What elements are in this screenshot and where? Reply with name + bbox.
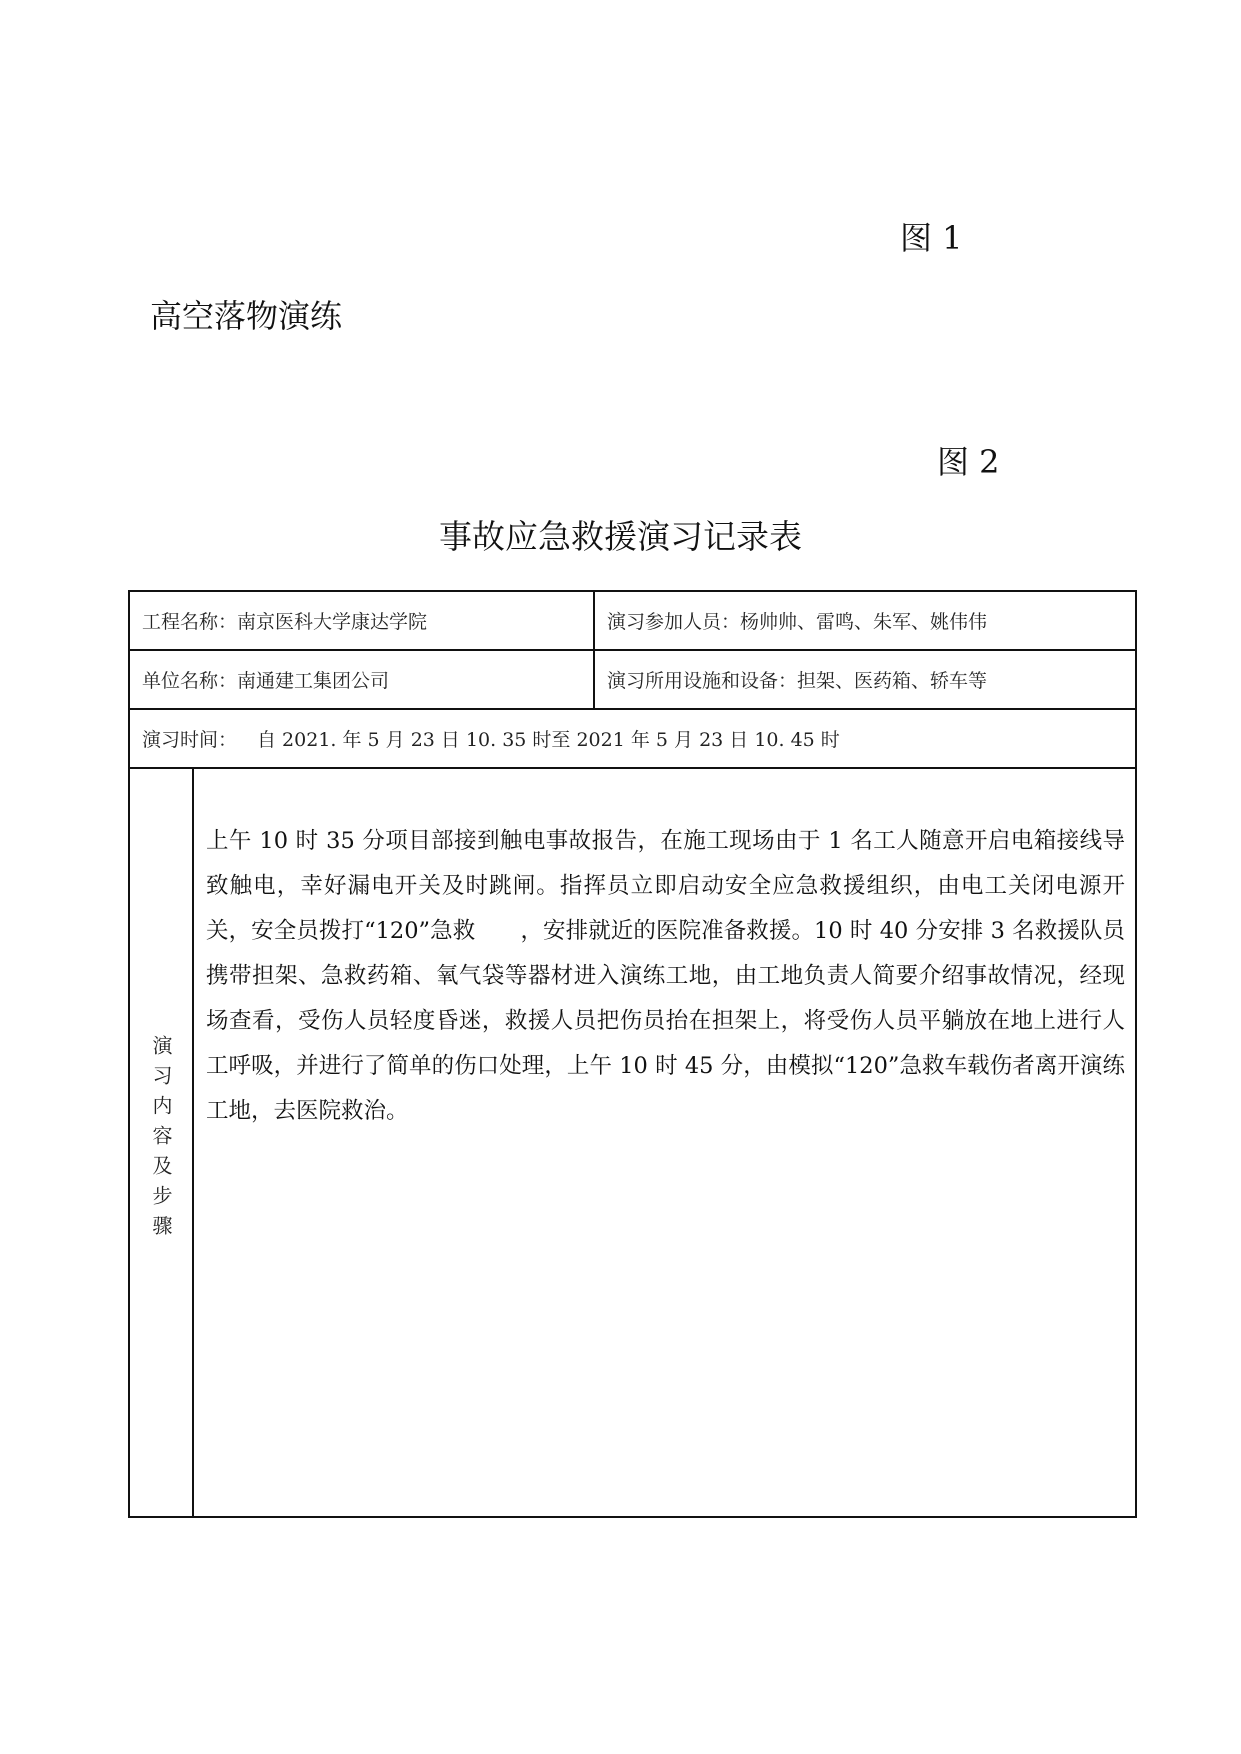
- drill-time-value: 自 2021. 年 5 月 23 日 10. 35 时至 2021 年 5 月 23 日 10. 45 时: [257, 729, 840, 751]
- unit-name-label: 单位名称：: [142, 670, 238, 692]
- drill-record-table: [128, 590, 1137, 1518]
- table-row: [129, 650, 1136, 709]
- project-name-cell: [129, 591, 594, 650]
- equipment-value: 担架、医药箱、轿车等: [797, 670, 988, 692]
- drill-caption: 高空落物演练: [150, 297, 343, 335]
- table-row: [129, 768, 1136, 1517]
- figure-label-2: 图 2: [937, 443, 1000, 481]
- drill-time-label: 演习时间：: [142, 729, 238, 751]
- figure-label-1: 图 1: [900, 219, 963, 257]
- unit-name-value: 南通建工集团公司: [237, 670, 390, 692]
- participants-cell: [594, 591, 1136, 650]
- unit-name-cell: [129, 650, 594, 709]
- drill-content-label: 演习内容及步骤: [149, 1035, 173, 1245]
- equipment-label: 演习所用设施和设备：: [607, 670, 798, 692]
- participants-label: 演习参加人员：: [607, 611, 741, 633]
- drill-content-text: 上午 10 时 35 分项目部接到触电事故报告，在施工现场由于 1 名工人随意开启电箱接线导致触电，幸好漏电开关及时跳闸。指挥员立即启动安全应急救援组织，由电工关闭电源开关，安全员拨打“120”急救 ，安排就近的医院准备救援。10 时 40 分安排 3 名救援队员携带担架、急救药箱、氧气袋等器材进入演练工地，由工地负责人简要介绍事故情况，经现场查看，受伤人员轻度昏迷，救援人员把伤员抬在担架上，将受伤人员平躺放在地上进行人工呼吸，并进行了简单的伤口处理，上午 10 时 45 分，由模拟“120”急救车载伤者离开演练工地，去医院救治。: [193, 768, 1136, 1517]
- drill-time-cell: [129, 709, 1136, 768]
- form-title: 事故应急救援演习记录表: [439, 517, 802, 556]
- table-row: [129, 709, 1136, 768]
- equipment-cell: [594, 650, 1136, 709]
- project-name-value: 南京医科大学康达学院: [237, 611, 428, 633]
- project-name-label: 工程名称：: [142, 611, 238, 633]
- drill-content-label-cell: [129, 768, 193, 1517]
- participants-value: 杨帅帅、雷鸣、朱军、姚伟伟: [740, 611, 988, 633]
- table-row: [129, 591, 1136, 650]
